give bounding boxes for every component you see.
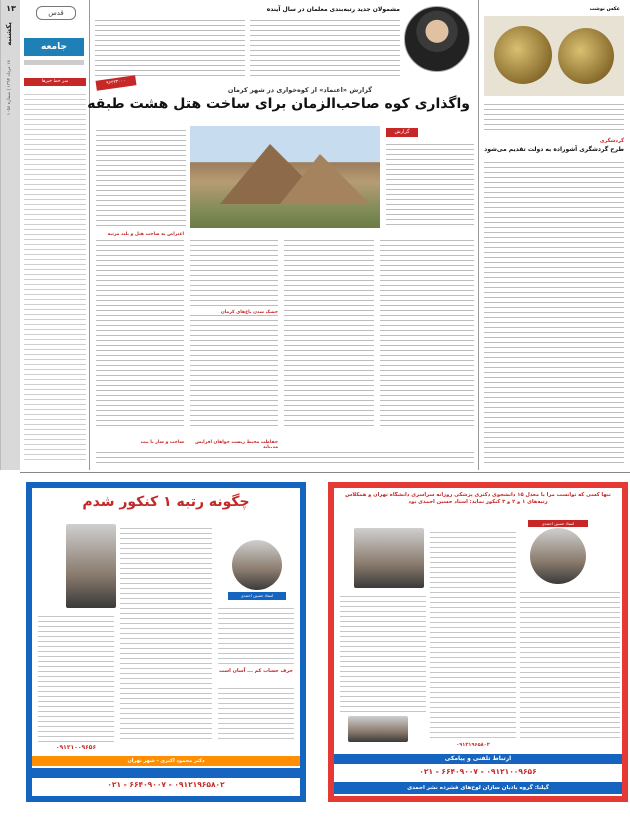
ad-left-footer-line: دکتر محمود اکبری - شهر تهران (127, 758, 205, 764)
photo-caption-title: عکس نوشت (589, 6, 620, 12)
report-intro (386, 140, 474, 228)
report-tag: گزارش (386, 128, 418, 137)
ad-left-side-phone: ۰۹۱۲۱۰۰۹۶۵۶ (55, 744, 97, 751)
logo: قدس (36, 6, 76, 20)
ad-left-text-3 (218, 604, 294, 664)
coins-photo (484, 16, 624, 96)
section-divider (20, 472, 630, 473)
ad-left-portrait-2 (232, 540, 282, 590)
news-column-text (24, 90, 86, 460)
ad-right-text-3 (340, 592, 426, 712)
report-kicker: گزارش «اعتماد» از کوه‌خواری در شهر کرمان (227, 86, 373, 94)
ad-left (26, 482, 306, 802)
kicker-portrait (404, 6, 470, 72)
ad-left-text-2 (120, 524, 212, 742)
ad-right-phones: ۰۹۱۲۱۰۰۹۶۵۶ - ۶۶۴۰۹۰۰۷ - ۰۲۱ (419, 767, 537, 776)
body-col-2 (190, 236, 278, 426)
section-day: یکشنبه (5, 22, 13, 46)
kicker-headline: مشمولان جدید رتبه‌بندی معلمان در سال آینده (266, 6, 400, 13)
subhead-3: حفاظت محیط زیست خواهان افزایش (195, 440, 278, 445)
section-badge: جامعه (24, 38, 84, 56)
ad-right-text-1 (520, 588, 620, 738)
body-bottom (96, 448, 474, 466)
ad-left-title: چگونه رتبه ۱ کنکور شدم (82, 494, 250, 510)
body-col-1 (96, 236, 184, 426)
subhead-2: خشک شدن باغ‌های کرمان (190, 310, 278, 315)
body-col-4 (380, 236, 474, 426)
ad-left-name: استاد حسین احمدی (228, 592, 286, 600)
kicker-body-2 (95, 16, 245, 76)
ad-right-portrait-main (530, 528, 586, 584)
right-body (484, 158, 624, 466)
ad-right-text-2 (430, 528, 516, 738)
date-line: ۱۸ مرداد ۱۳۹۴ | شماره ۱۰۵۸ (7, 60, 12, 116)
ad-left-phones: ۰۹۱۲۱۹۶۵۸۰۲ - ۶۶۴۰۹۰۰۷ - ۰۲۱ (107, 780, 225, 789)
ad-right-portrait-pair (354, 528, 424, 588)
section-tag: گردشگری (599, 138, 624, 144)
ad-right-name: استاد حسین احمدی (528, 520, 588, 527)
subhead-4: ساخت و ساز با بیت (140, 440, 184, 445)
ad-right-headline: تنها کسی که توانست مرا با معدل ۱۵ دانشجوی دکتری پزشکی روزانه سراسری دانشگاه تهران و همکلاس رتبه‌های ۱ و ۲ و ۳ کنکور نماید: استاد حسین احمدی بود (345, 492, 611, 505)
ad-left-quote: حرف حساب کم ... آسان است (218, 668, 294, 674)
ad-right (328, 482, 628, 802)
ad-left-text-4 (218, 684, 294, 742)
ad-left-text-1 (38, 612, 114, 742)
photo-caption-text (484, 100, 624, 132)
main-headline: واگذاری کوه صاحب‌الزمان برای ساخت هتل هشت طبقه (87, 96, 470, 112)
red-ad-label: ۹۶۲۳۳۰۰۰ (95, 75, 136, 90)
right-headline: طرح گردشگری آشوراده به دولت تقدیم می‌شود (484, 146, 624, 153)
date-strip (0, 0, 20, 470)
body-left-upper (96, 126, 186, 228)
url-line (24, 60, 84, 65)
subhead-1: اعتراض به ساخت هتل و بلند مرتبه (96, 232, 184, 237)
page-number: ۱۳ (6, 4, 16, 13)
ad-right-footer: گیلنا: گروه بادبان سازان لوح‌های فشرده نشر احمدی (334, 782, 622, 794)
ad-right-thumb (348, 716, 408, 742)
ad-right-contact-title: ارتباط تلفنی و پیامکی (334, 754, 622, 764)
body-col-3 (284, 236, 374, 426)
ad-right-mid-phone: ۰۹۱۲۱۹۶۵۸۰۲ (456, 742, 490, 748)
ad-left-stripe-blue (32, 768, 300, 778)
mountain-photo (190, 126, 380, 228)
news-box-title: سر خط خبرها (24, 78, 86, 86)
ad-left-portrait-1 (66, 524, 116, 608)
kicker-body-1 (250, 16, 400, 76)
